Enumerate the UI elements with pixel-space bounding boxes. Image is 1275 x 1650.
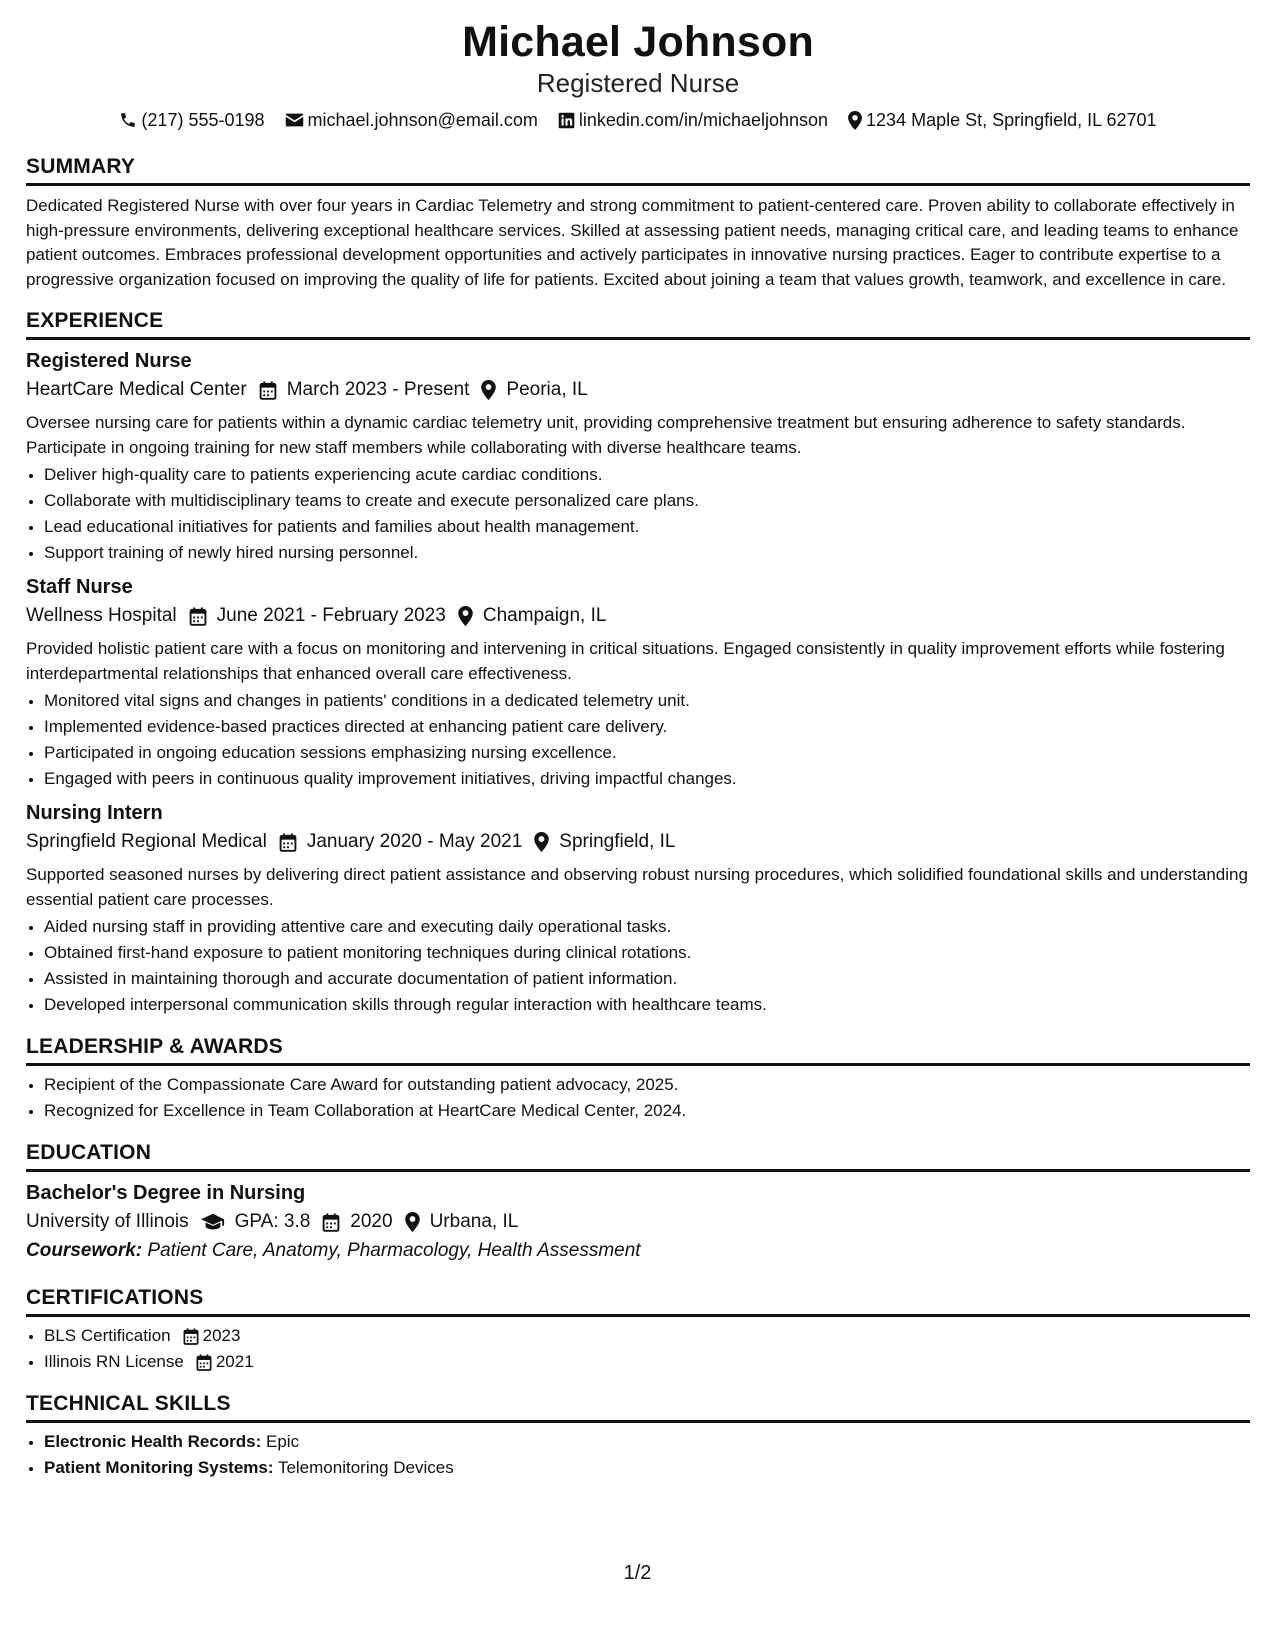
list-item: • Aided nursing staff in providing attentive care and executing daily operational tasks. [44, 914, 1250, 940]
candidate-name: Michael Johnson [462, 18, 814, 66]
list-item: • Collaborate with multidisciplinary teams to create and execute personalized care plans. [44, 488, 1250, 514]
certifications-section [26, 1285, 1250, 1375]
job-title: Nursing Intern [26, 802, 163, 824]
envelope-icon [285, 112, 304, 128]
coursework-text: Patient Care, Anatomy, Pharmacology, Health Assessment [147, 1240, 641, 1261]
list-item [44, 1323, 1250, 1349]
job-description: Supported seasoned nurses by delivering direct patient assistance and observing robust nursing procedures, which solidified foundational skills and understanding essential patient care processes. [26, 865, 1248, 909]
job-entry [26, 800, 1250, 1018]
page-number: 1/2 [623, 1562, 652, 1584]
list-item: • Recognized for Excellence in Team Collaboration at HeartCare Medical Center, 2024. [44, 1098, 1250, 1124]
map-pin-icon [534, 832, 549, 852]
cert-year: 2023 [202, 1326, 241, 1345]
degree-title: Bachelor's Degree in Nursing [26, 1182, 306, 1204]
contact-bar [26, 108, 1250, 132]
list-item: • Recipient of the Compassionate Care Award for outstanding patient advocacy, 2025. [44, 1072, 1250, 1098]
list-item: • Engaged with peers in continuous quality improvement initiatives, driving impactful changes. [44, 766, 1250, 792]
job-description: Oversee nursing care for patients within a dynamic cardiac telemetry unit, providing comprehensive treatment but ensuring adherence to safety standards. Participate in ongoing training for new staff members while collaborating with diverse healthcare teams. [26, 413, 1186, 457]
skill-value: Epic [266, 1432, 300, 1451]
job-location: Springfield, IL [559, 831, 676, 852]
job-meta [26, 377, 1250, 403]
school-location: Urbana, IL [429, 1211, 519, 1232]
employer-name: HeartCare Medical Center [26, 379, 247, 400]
map-pin-icon [848, 111, 862, 130]
awards-list [26, 1072, 1250, 1124]
employer-name: Wellness Hospital [26, 605, 177, 626]
job-location: Champaign, IL [482, 605, 607, 626]
linkedin-icon [558, 112, 575, 129]
skill-label: Patient Monitoring Systems: [44, 1458, 274, 1477]
skills-heading: TECHNICAL SKILLS [26, 1391, 1250, 1423]
coursework [26, 1237, 1250, 1265]
email-text: michael.johnson@email.com [307, 110, 538, 130]
graduation-cap-icon [201, 1213, 225, 1231]
summary-heading: SUMMARY [26, 154, 1250, 186]
education-section [26, 1140, 1250, 1265]
job-dates: March 2023 - Present [286, 379, 470, 400]
list-item: • Assisted in maintaining thorough and accurate documentation of patient information. [44, 966, 1250, 992]
job-description: Provided holistic patient care with a focus on monitoring and intervening in critical situations. Engaged consistently in quality improvement efforts while fostering interdepartmental relationships that enhanced overall care effectiveness. [26, 639, 1225, 683]
list-item: • Implemented evidence-based practices directed at enhancing patient care delivery. [44, 714, 1250, 740]
resume-header [26, 18, 1250, 132]
linkedin-text: linkedin.com/in/michaeljohnson [578, 110, 829, 130]
job-bullets [26, 914, 1250, 1018]
awards-section [26, 1034, 1250, 1124]
graduation-year: 2020 [350, 1211, 393, 1232]
address-text: 1234 Maple St, Springfield, IL 62701 [866, 110, 1157, 130]
calendar-icon [189, 607, 207, 626]
list-item [44, 1349, 1250, 1375]
certifications-list [26, 1323, 1250, 1375]
certifications-heading: CERTIFICATIONS [26, 1285, 1250, 1317]
contact-linkedin[interactable] [558, 108, 828, 132]
contact-email[interactable] [285, 108, 538, 132]
education-heading: EDUCATION [26, 1140, 1250, 1172]
list-item: • Deliver high-quality care to patients experiencing acute cardiac conditions. [44, 462, 1250, 488]
map-pin-icon [405, 1212, 420, 1232]
summary-text: Dedicated Registered Nurse with over four years in Cardiac Telemetry and strong commitment to patient-centered care. Proven ability to collaborate effectively in high-pressure environments, delivering exceptional healthcare services. Skilled at assessing patient needs, managing critical care, and leading teams to enhance patient outcomes. Embraces professional development opportunities and actively participates in innovative nursing practices. Eager to contribute expertise to a progressive organization focused on improving the quality of life for patients. Excited about joining a team that values growth, teamwork, and excellence in care. [26, 196, 1239, 289]
skill-label: Electronic Health Records: [44, 1432, 262, 1451]
list-item: • Support training of newly hired nursing personnel. [44, 540, 1250, 566]
school-name: University of Illinois [26, 1211, 189, 1232]
resume-page [26, 18, 1250, 1481]
map-pin-icon [458, 606, 473, 626]
job-location: Peoria, IL [506, 379, 588, 400]
list-item: • Participated in ongoing education sessions emphasizing nursing excellence. [44, 740, 1250, 766]
calendar-icon [259, 381, 277, 400]
job-title: Staff Nurse [26, 576, 133, 598]
cert-name: • Illinois RN License [44, 1352, 184, 1371]
job-meta [26, 829, 1250, 855]
job-bullets [26, 462, 1250, 566]
list-item [44, 1455, 1250, 1481]
skills-section [26, 1391, 1250, 1481]
cert-year: 2021 [215, 1352, 254, 1371]
list-item: • Monitored vital signs and changes in patients' conditions in a dedicated telemetry unit. [44, 688, 1250, 714]
contact-phone[interactable] [119, 108, 264, 132]
contact-address [848, 108, 1157, 132]
map-pin-icon [481, 380, 496, 400]
job-bullets [26, 688, 1250, 792]
awards-heading: LEADERSHIP & AWARDS [26, 1034, 1250, 1066]
skills-list [26, 1429, 1250, 1481]
job-title: Registered Nurse [26, 350, 192, 372]
phone-icon [119, 111, 137, 129]
skill-value: Telemonitoring Devices [277, 1458, 454, 1477]
education-meta [26, 1209, 1250, 1235]
phone-text: (217) 555-0198 [141, 110, 265, 130]
calendar-icon [322, 1213, 340, 1232]
job-meta [26, 603, 1250, 629]
list-item: • Obtained first-hand exposure to patient monitoring techniques during clinical rotations. [44, 940, 1250, 966]
coursework-label: Coursework: [26, 1240, 143, 1261]
job-dates: June 2021 - February 2023 [216, 605, 446, 626]
job-entry [26, 348, 1250, 566]
calendar-icon [196, 1354, 212, 1371]
job-dates: January 2020 - May 2021 [306, 831, 523, 852]
list-item: • Lead educational initiatives for patients and families about health management. [44, 514, 1250, 540]
calendar-icon [279, 833, 297, 852]
candidate-title: Registered Nurse [536, 68, 740, 98]
list-item [44, 1429, 1250, 1455]
experience-heading: EXPERIENCE [26, 308, 1250, 340]
gpa-text: GPA: 3.8 [234, 1211, 311, 1232]
experience-section [26, 308, 1250, 1018]
employer-name: Springfield Regional Medical [26, 831, 267, 852]
job-entry [26, 574, 1250, 792]
calendar-icon [183, 1328, 199, 1345]
list-item: • Developed interpersonal communication skills through regular interaction with healthcare teams. [44, 992, 1250, 1018]
cert-name: • BLS Certification [44, 1326, 171, 1345]
summary-section [26, 154, 1250, 292]
